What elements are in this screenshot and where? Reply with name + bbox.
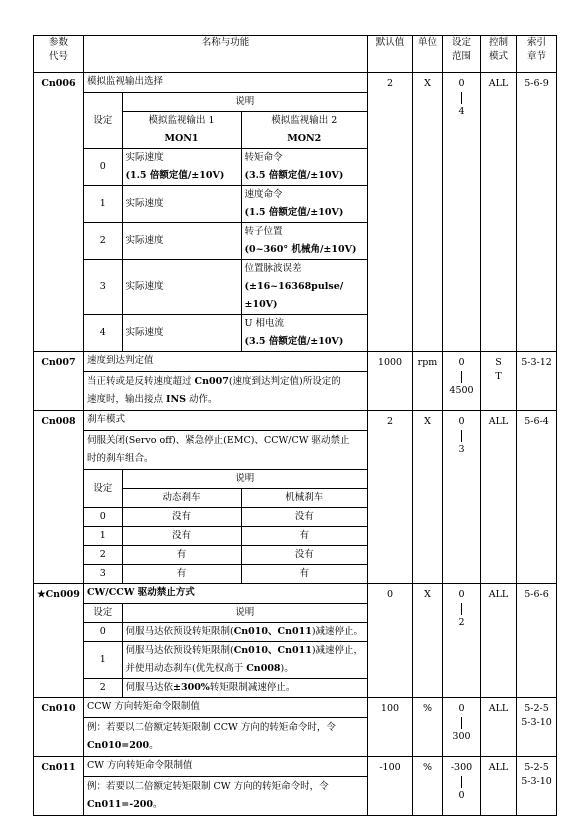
inner-header-mon2-code: MON2	[241, 130, 367, 149]
mon2-text: U 相电流	[244, 318, 285, 329]
range-max: 300	[452, 731, 471, 742]
mon2-cell	[241, 186, 367, 223]
mon1-cell: 实际速度	[122, 186, 241, 223]
inner-header-mon2: 模拟监视输出 2	[271, 115, 338, 126]
table-row: 3 有 有	[84, 565, 367, 584]
param-index: 5-6-6	[517, 584, 557, 698]
param-unit: %	[413, 698, 443, 757]
range-min: 0	[458, 78, 465, 89]
param-default: 100	[368, 698, 413, 757]
range-min: 0	[458, 703, 465, 714]
inner-header-desc: 说明	[122, 604, 367, 623]
param-unit: %	[413, 757, 443, 816]
param-mode: ALL	[481, 698, 517, 757]
param-description: 当正转或是反转速度超过 Cn007(速度到达判定值)所设定的 速度时，输出接点 INS 动作。	[87, 376, 341, 405]
param-range	[443, 584, 481, 698]
param-mode: ALL	[481, 73, 517, 352]
param-row-cn006	[34, 73, 557, 352]
param-function	[84, 698, 368, 757]
inner-header-mon1-code: MON1	[122, 130, 241, 149]
range-bar	[461, 430, 462, 442]
table-row	[84, 149, 367, 186]
header-code: 参数 代号	[34, 36, 84, 73]
set-value: 3	[84, 260, 122, 315]
mon1-cell: 实际速度	[122, 260, 241, 315]
set-value: 4	[84, 315, 122, 352]
param-mode: ALL	[481, 757, 517, 816]
param-default: 0	[368, 584, 413, 698]
header-unit: 单位	[413, 36, 443, 73]
table-row	[84, 260, 367, 315]
param-code: Cn008	[34, 411, 84, 584]
set-value: 1	[84, 186, 122, 223]
table-row	[84, 186, 367, 223]
param-row-cn007	[34, 352, 557, 411]
param-unit: X	[413, 411, 443, 584]
param-code: Cn010	[34, 698, 84, 757]
param-title: 速度到达判定值	[84, 352, 367, 372]
table-header	[34, 36, 557, 73]
param-mode: S T	[481, 352, 517, 411]
range-bar	[461, 776, 462, 788]
param-row-cn010	[34, 698, 557, 757]
header-range: 设定 范围	[443, 36, 481, 73]
param-code: Cn011	[34, 757, 84, 816]
header-default: 默认值	[368, 36, 413, 73]
param-code: ★Cn009	[34, 584, 84, 698]
param-row-cn008	[34, 411, 557, 584]
range-max: 3	[458, 444, 465, 455]
mon2-cell	[241, 223, 367, 260]
range-bar	[461, 603, 462, 615]
range-max: 0	[458, 790, 465, 801]
mon1-scale: (1.5 倍额定值/±10V)	[125, 170, 225, 181]
param-code: Cn006	[34, 73, 84, 352]
mon1-cell: 实际速度	[122, 223, 241, 260]
param-title: CW/CCW 驱动禁止方式	[84, 584, 367, 604]
table-row: 1 伺服马达依预设转矩限制(Cn010、Cn011)减速停止， 并使用动态刹车(优先权高于 Cn008)。	[84, 642, 367, 679]
param-default: 2	[368, 411, 413, 584]
range-min: 0	[458, 416, 465, 427]
mon1-cell	[122, 149, 241, 186]
param-default: -100	[368, 757, 413, 816]
brake-mode-table	[84, 470, 367, 583]
table-row	[84, 223, 367, 260]
range-bar	[461, 371, 462, 383]
inner-header-desc: 说明	[122, 93, 367, 112]
param-index: 5-2-5 5-3-10	[517, 757, 557, 816]
table-row	[84, 315, 367, 352]
header-name: 名称与功能	[84, 36, 368, 73]
range-min: -300	[450, 762, 473, 773]
param-function	[84, 352, 368, 411]
mon1-text: 实际速度	[125, 152, 164, 163]
param-range	[443, 698, 481, 757]
inner-header-mon1: 模拟监视输出 1	[122, 112, 241, 131]
mon2-text: 速度命令	[244, 189, 283, 200]
range-bar	[461, 92, 462, 104]
set-value: 0	[84, 149, 122, 186]
range-max: 4	[458, 106, 465, 117]
param-row-cn009	[34, 584, 557, 698]
mon2-text: 转矩命令	[244, 152, 283, 163]
range-max: 2	[458, 617, 465, 628]
param-description: 例：若要以二倍额定转矩限制 CW 方向的转矩命令时，令 Cn011=-200。	[87, 781, 329, 810]
mon2-scale: (±16~16368pulse/±10V)	[244, 281, 344, 310]
mon2-scale: (0~360° 机械角/±10V)	[244, 244, 357, 255]
table-row: 1 没有 有	[84, 527, 367, 546]
table-row: 0 伺服马达依预设转矩限制(Cn010、Cn011)减速停止。	[84, 623, 367, 642]
param-unit: rpm	[413, 352, 443, 411]
range-min: 0	[458, 589, 465, 600]
range-bar	[461, 717, 462, 729]
monitor-options-table	[84, 93, 367, 351]
param-index: 5-6-4	[517, 411, 557, 584]
param-code: Cn007	[34, 352, 84, 411]
param-title: CW 方向转矩命令限制值	[84, 757, 367, 777]
param-unit: X	[413, 584, 443, 698]
header-mode: 控制 模式	[481, 36, 517, 73]
param-title: CCW 方向转矩命令限制值	[84, 698, 367, 718]
header-index: 索引 章节	[517, 36, 557, 73]
param-range	[443, 73, 481, 352]
param-mode: ALL	[481, 411, 517, 584]
mon2-cell	[241, 260, 367, 315]
range-max: 4500	[449, 385, 474, 396]
param-range	[443, 411, 481, 584]
param-title: 模拟监视输出选择	[84, 73, 367, 93]
mon2-scale: (3.5 倍额定值/±10V)	[244, 336, 344, 347]
inner-header-set: 设定	[84, 93, 122, 149]
param-default: 2	[368, 73, 413, 352]
range-min: 0	[458, 357, 465, 368]
mon2-text: 位置脉波误差	[244, 263, 302, 274]
param-function	[84, 73, 368, 352]
param-function	[84, 411, 368, 584]
table-row: 0 没有 没有	[84, 508, 367, 527]
inner-header-set: 设定	[84, 470, 122, 508]
set-value: 2	[84, 223, 122, 260]
param-index: 5-3-12	[517, 352, 557, 411]
param-function	[84, 584, 368, 698]
inner-header-mechanical: 机械刹车	[241, 489, 367, 508]
param-description: 例：若要以二倍额定转矩限制 CCW 方向的转矩命令时，令 Cn010=200。	[87, 722, 336, 751]
inner-header-set: 设定	[84, 604, 122, 623]
param-description: 伺服关闭(Servo off)、紧急停止(EMC)、CCW/CW 驱动禁止 时的刹车组合。	[84, 431, 367, 470]
inner-header-desc: 说明	[122, 470, 367, 489]
inhibit-mode-table	[84, 604, 367, 697]
table-row: 2 有 没有	[84, 546, 367, 565]
param-mode: ALL	[481, 584, 517, 698]
mon2-text: 转子位置	[244, 226, 283, 237]
mon2-scale: (1.5 倍额定值/±10V)	[244, 207, 344, 218]
param-title: 刹车模式	[84, 411, 367, 431]
param-index: 5-6-9	[517, 73, 557, 352]
param-unit: X	[413, 73, 443, 352]
param-default: 1000	[368, 352, 413, 411]
inner-header-dynamic: 动态刹车	[122, 489, 241, 508]
mon2-scale: (3.5 倍额定值/±10V)	[244, 170, 344, 181]
param-index: 5-2-5 5-3-10	[517, 698, 557, 757]
mon2-cell	[241, 149, 367, 186]
parameter-table	[33, 35, 557, 816]
mon1-cell: 实际速度	[122, 315, 241, 352]
table-row: 2 伺服马达依±300%转矩限制减速停止。	[84, 679, 367, 698]
mon2-cell	[241, 315, 367, 352]
param-range	[443, 352, 481, 411]
